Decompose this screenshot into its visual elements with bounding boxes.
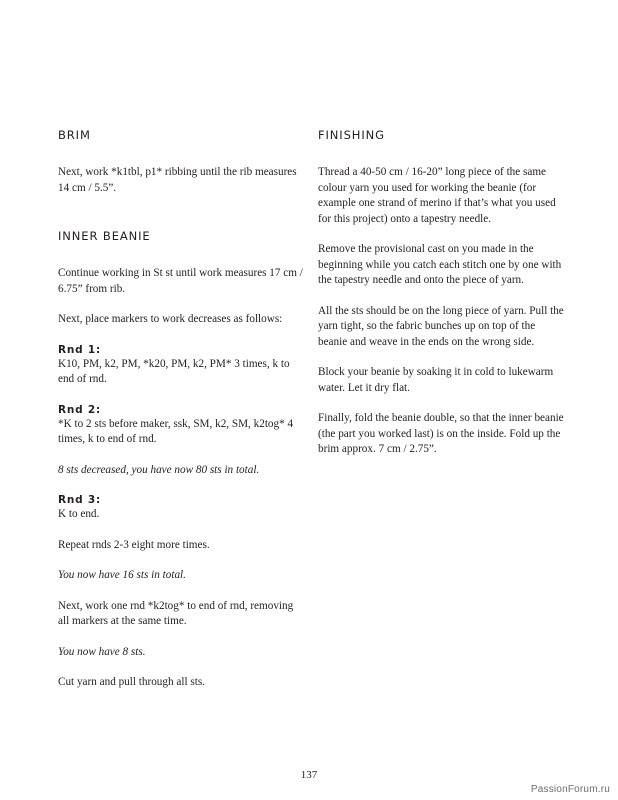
inner-beanie-paragraph-2: Next, place markers to work decreases as follows: — [58, 313, 283, 325]
inner-beanie-paragraph-1: Continue working in St st until work measures 17 cm / 6.75” from rib. — [58, 267, 303, 295]
finishing-paragraph-1: Thread a 40-50 cm / 16-20” long piece of the same colour yarn you used for working the beanie (for example one strand of merino if that’s what you used for this project) onto a tapestry needle. — [318, 166, 556, 225]
finishing-paragraph-3: All the sts should be on the long piece of yarn. Pull the yarn tight, so the fabric bunches up on top of the beanie and weave in the ends on the wrong side. — [318, 304, 564, 348]
page-number: 137 — [300, 769, 318, 781]
stitch-count-note-16: You now have 16 sts in total. — [58, 569, 186, 581]
round-3-text: K to end. — [58, 508, 100, 520]
left-column — [58, 128, 306, 706]
round-2-label: Rnd 2: — [58, 403, 102, 416]
round-3-label: Rnd 3: — [58, 494, 102, 506]
round-3-block — [58, 493, 306, 523]
decrease-note: 8 sts decreased, you have now 80 sts in total. — [58, 463, 260, 476]
right-column — [318, 128, 566, 473]
round-2-block — [58, 403, 306, 448]
round-2-text: *K to 2 sts before maker, ssk, SM, k2, SM, k2tog* 4 times, k to end of rnd. — [58, 417, 294, 445]
brim-text: Next, work *k1tbl, p1* ribbing until the rib measures 14 cm / 5.5”. — [58, 166, 297, 194]
finishing-paragraph-4: Block your beanie by soaking it in cold to lukewarm water. Let it dry flat. — [318, 366, 554, 394]
finishing-heading: FINISHING — [318, 128, 385, 142]
inner-beanie-heading: INNER BEANIE — [58, 229, 151, 243]
repeat-instruction: Repeat rnds 2-3 eight more times. — [58, 538, 210, 551]
cut-yarn-instruction: Cut yarn and pull through all sts. — [58, 676, 205, 688]
round-1-label: Rnd 1: — [58, 343, 102, 356]
stitch-count-note-8: You now have 8 sts. — [58, 645, 146, 658]
finishing-paragraph-5: Finally, fold the beanie double, so that the inner beanie (the part you worked last) is on the inside. Fold up the brim approx. 7 cm / 2.75”. — [318, 412, 564, 455]
brim-heading: BRIM — [58, 128, 91, 142]
watermark: PassionForum.ru — [530, 784, 610, 795]
final-round-instruction: Next, work one rnd *k2tog* to end of rnd, removing all markers at the same time. — [58, 599, 294, 627]
round-1-text: K10, PM, k2, PM, *k20, PM, k2, PM* 3 times, k to end of rnd. — [58, 357, 290, 385]
finishing-paragraph-2: Remove the provisional cast on you made in the beginning while you catch each stitch one by one with the tapestry needle and onto the piece of yarn. — [318, 243, 562, 286]
round-1-block — [58, 343, 306, 388]
